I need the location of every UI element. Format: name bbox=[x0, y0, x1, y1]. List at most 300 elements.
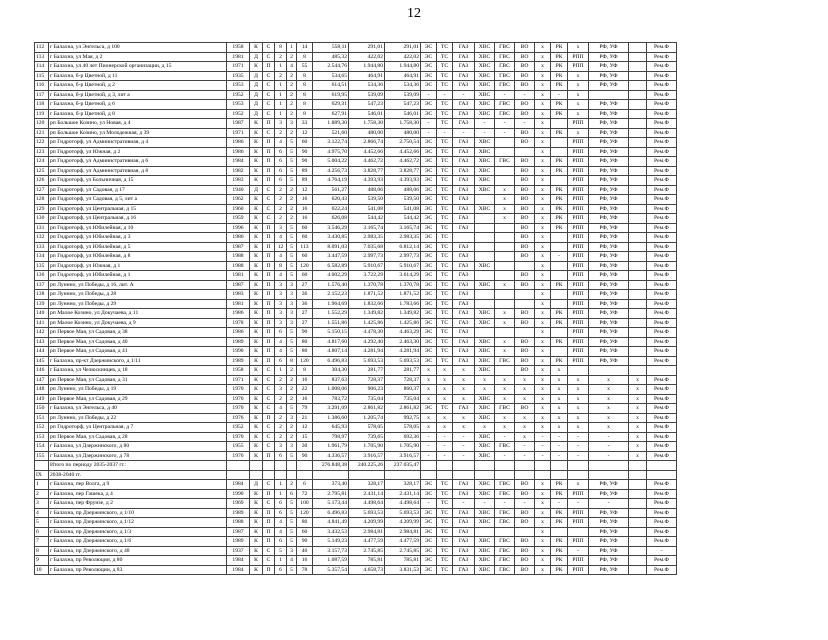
table-cell: К bbox=[250, 157, 263, 167]
table-cell: 626,08 bbox=[313, 214, 349, 224]
table-cell: ТС bbox=[437, 499, 453, 509]
table-cell: ГАЗ bbox=[453, 271, 475, 281]
table-cell: ГВС bbox=[495, 404, 515, 414]
table-cell: - bbox=[495, 128, 515, 138]
table-cell: 127 bbox=[35, 185, 49, 195]
table-cell: 2 bbox=[275, 375, 287, 385]
table-cell: рп Большое Козино, ул Новая, д 4 bbox=[49, 119, 227, 129]
table-cell: х bbox=[495, 347, 515, 357]
table-cell: ВО bbox=[515, 157, 535, 167]
table-cell bbox=[495, 176, 515, 186]
table-cell: Рем.Ф bbox=[647, 337, 677, 347]
table-cell: ГАЗ bbox=[453, 480, 475, 490]
table-cell: 120 bbox=[297, 508, 313, 518]
table-cell: К bbox=[250, 356, 263, 366]
table-cell: х bbox=[535, 90, 551, 100]
table-cell: х bbox=[535, 195, 551, 205]
table-cell: П bbox=[263, 138, 275, 148]
table-cell: ТС bbox=[437, 138, 453, 148]
table-cell: 8 bbox=[297, 81, 313, 91]
table-cell: 1983 bbox=[227, 290, 250, 300]
table-cell: ЭС bbox=[421, 518, 437, 528]
table-cell: К bbox=[250, 404, 263, 414]
table-cell: х bbox=[589, 413, 629, 423]
table-cell: 4.292,40 bbox=[349, 337, 385, 347]
table-cell: 1952 bbox=[227, 423, 250, 433]
table-cell: 145 bbox=[35, 356, 49, 366]
table-cell bbox=[629, 299, 647, 309]
table-cell: ХВС bbox=[475, 366, 495, 376]
table-cell: х bbox=[475, 375, 495, 385]
table-cell: - bbox=[453, 442, 475, 452]
table-cell: РК bbox=[551, 128, 568, 138]
table-cell bbox=[495, 233, 515, 243]
table-cell: 141 bbox=[35, 318, 49, 328]
table-cell: х bbox=[475, 385, 495, 395]
table-cell: П bbox=[263, 337, 275, 347]
table-cell: 115 bbox=[35, 71, 49, 81]
table-cell bbox=[535, 461, 551, 471]
table-row bbox=[35, 147, 677, 157]
table-cell: РК bbox=[551, 43, 568, 53]
table-cell: РПП bbox=[568, 62, 589, 72]
table-cell: 7.035,68 bbox=[349, 242, 385, 252]
table-cell: РПП bbox=[568, 166, 589, 176]
table-cell: ГАЗ bbox=[453, 508, 475, 518]
table-cell: РПП bbox=[568, 508, 589, 518]
table-cell bbox=[475, 299, 495, 309]
table-cell: К bbox=[250, 138, 263, 148]
table-cell: 237.035,47 bbox=[385, 461, 421, 471]
table-cell: ЭС bbox=[421, 62, 437, 72]
table-cell: 143 bbox=[35, 337, 49, 347]
table-cell bbox=[475, 223, 495, 233]
table-cell: 3.546,29 bbox=[313, 223, 349, 233]
table-cell: ХВС bbox=[475, 147, 495, 157]
table-cell: - bbox=[589, 499, 629, 509]
table-cell bbox=[629, 328, 647, 338]
table-cell: ЭС bbox=[421, 489, 437, 499]
table-cell: х bbox=[535, 242, 551, 252]
table-cell: х bbox=[495, 413, 515, 423]
table-cell: ЭС bbox=[421, 166, 437, 176]
table-cell: 1 bbox=[275, 109, 287, 119]
table-cell: х bbox=[535, 214, 551, 224]
table-cell: х bbox=[495, 385, 515, 395]
table-cell: К bbox=[250, 176, 263, 186]
table-cell bbox=[437, 470, 453, 480]
table-cell: 5 bbox=[287, 347, 297, 357]
table-cell: 5 bbox=[287, 328, 297, 338]
table-cell: ГАЗ bbox=[453, 261, 475, 271]
table-cell: П bbox=[263, 157, 275, 167]
table-cell: 2.745,85 bbox=[349, 546, 385, 556]
table-cell: х bbox=[437, 423, 453, 433]
table-cell bbox=[647, 470, 677, 480]
table-cell: 240.225,26 bbox=[349, 461, 385, 471]
table-cell: 2 bbox=[275, 128, 287, 138]
table-cell: 4.658,73 bbox=[349, 565, 385, 575]
table-cell: ТС bbox=[437, 242, 453, 252]
table-cell: ГВС bbox=[495, 71, 515, 81]
table-cell: 1952 bbox=[227, 109, 250, 119]
table-cell: 1 bbox=[275, 100, 287, 110]
table-cell: РФ, УФ bbox=[589, 318, 629, 328]
table-cell: ГАЗ bbox=[453, 537, 475, 547]
table-cell bbox=[475, 242, 495, 252]
table-cell: 1984 bbox=[227, 480, 250, 490]
table-row bbox=[35, 318, 677, 328]
table-cell: 485,32 bbox=[313, 52, 349, 62]
table-cell: Рем.Ф bbox=[647, 404, 677, 414]
table-cell: х bbox=[535, 375, 551, 385]
table-cell: 4 bbox=[275, 347, 287, 357]
table-cell: ГВС bbox=[495, 480, 515, 490]
table-cell: 4 bbox=[275, 518, 287, 528]
table-cell: 3.916,57 bbox=[385, 451, 421, 461]
table-cell bbox=[515, 470, 535, 480]
table-cell: 4.807,14 bbox=[313, 347, 349, 357]
table-cell: х bbox=[535, 328, 551, 338]
table-cell: 3 bbox=[275, 119, 287, 129]
table-cell: ХВС bbox=[475, 337, 495, 347]
table-cell: х bbox=[535, 100, 551, 110]
table-cell: ВО bbox=[515, 537, 535, 547]
table-cell: ЭС bbox=[421, 157, 437, 167]
table-cell bbox=[629, 489, 647, 499]
table-cell: х bbox=[568, 43, 589, 53]
table-cell: г Балахна, пр Дзержинского, д 1/12 bbox=[49, 518, 227, 528]
table-cell: 798,97 bbox=[313, 432, 349, 442]
table-cell: 120 bbox=[297, 261, 313, 271]
table-cell: 1988 bbox=[227, 252, 250, 262]
table-cell bbox=[647, 366, 677, 376]
table-cell bbox=[437, 461, 453, 471]
table-cell: 136 bbox=[35, 271, 49, 281]
table-cell: РФ, УФ bbox=[589, 480, 629, 490]
table-cell: РПП bbox=[568, 489, 589, 499]
table-cell: РФ, УФ bbox=[589, 356, 629, 366]
table-cell: 5.693,53 bbox=[349, 508, 385, 518]
table-cell: х bbox=[495, 394, 515, 404]
table-cell bbox=[515, 461, 535, 471]
table-cell: х bbox=[535, 556, 551, 566]
table-cell bbox=[629, 223, 647, 233]
table-cell: 90 bbox=[297, 328, 313, 338]
table-cell: 6 bbox=[35, 527, 49, 537]
table-cell: 1976 bbox=[227, 413, 250, 423]
table-cell: 547,23 bbox=[385, 100, 421, 110]
table-cell bbox=[250, 470, 263, 480]
table-cell: 12 bbox=[297, 423, 313, 433]
table-cell: ГАЗ bbox=[453, 280, 475, 290]
table-cell: 2 bbox=[275, 195, 287, 205]
table-cell: 4.256,73 bbox=[313, 166, 349, 176]
table-cell: 4 bbox=[287, 556, 297, 566]
table-cell: 3 bbox=[275, 385, 287, 395]
table-cell: Рем.Ф bbox=[647, 413, 677, 423]
table-cell bbox=[495, 328, 515, 338]
table-cell: 144 bbox=[35, 347, 49, 357]
table-cell: Рем.Ф bbox=[647, 147, 677, 157]
table-cell: х bbox=[629, 385, 647, 395]
table-cell: С bbox=[263, 423, 275, 433]
table-cell: х bbox=[515, 423, 535, 433]
table-cell: ТС bbox=[437, 223, 453, 233]
table-row bbox=[35, 508, 677, 518]
table-cell bbox=[629, 71, 647, 81]
table-cell bbox=[551, 119, 568, 129]
table-cell: РФ, УФ bbox=[589, 119, 629, 129]
table-cell: Рем.Ф bbox=[647, 43, 677, 53]
table-cell: 4 bbox=[35, 508, 49, 518]
table-cell: П bbox=[263, 119, 275, 129]
table-cell: 5 bbox=[287, 271, 297, 281]
table-cell: ВО bbox=[515, 337, 535, 347]
table-cell: 1996 bbox=[227, 223, 250, 233]
table-cell: - bbox=[568, 442, 589, 452]
table-cell: 8.091,03 bbox=[313, 242, 349, 252]
table-cell: Рем.Ф bbox=[647, 537, 677, 547]
table-cell: х bbox=[535, 423, 551, 433]
table-cell: ТС bbox=[437, 271, 453, 281]
table-cell: 1.205,74 bbox=[349, 413, 385, 423]
table-cell: 4 bbox=[275, 233, 287, 243]
table-cell: 620,43 bbox=[313, 195, 349, 205]
table-cell: РПП bbox=[568, 176, 589, 186]
table-cell: П bbox=[263, 328, 275, 338]
table-cell: РК bbox=[551, 337, 568, 347]
table-cell: ВО bbox=[515, 318, 535, 328]
table-cell: ТС bbox=[437, 508, 453, 518]
table-cell: - bbox=[475, 128, 495, 138]
table-cell: П bbox=[263, 318, 275, 328]
table-cell bbox=[515, 299, 535, 309]
table-cell: ЭС bbox=[421, 280, 437, 290]
table-cell: 783,72 bbox=[313, 394, 349, 404]
table-cell: 1.961,79 bbox=[313, 442, 349, 452]
table-cell: 139 bbox=[35, 299, 49, 309]
table-cell: 1987 bbox=[227, 527, 250, 537]
table-row bbox=[35, 470, 677, 480]
table-cell: К bbox=[250, 309, 263, 319]
table-cell: РК bbox=[551, 356, 568, 366]
table-cell: 5 bbox=[287, 565, 297, 575]
table-cell: ГАЗ bbox=[453, 223, 475, 233]
table-cell: ГАЗ bbox=[453, 100, 475, 110]
table-cell: 80 bbox=[297, 518, 313, 528]
table-cell: 60 bbox=[297, 223, 313, 233]
table-cell: 5 bbox=[287, 527, 297, 537]
table-cell: 5.150,15 bbox=[313, 328, 349, 338]
table-cell: 2 bbox=[275, 204, 287, 214]
table-cell: 5 bbox=[287, 451, 297, 461]
table-cell: рп Гидроторф, ул Центральная, д 15 bbox=[49, 204, 227, 214]
table-cell: К bbox=[250, 242, 263, 252]
table-cell: 3 bbox=[287, 299, 297, 309]
table-cell: ХВС bbox=[475, 556, 495, 566]
table-cell: 1.758,30 bbox=[385, 119, 421, 129]
table-cell: 22 bbox=[297, 385, 313, 395]
table-cell: РПП bbox=[568, 157, 589, 167]
table-cell: х bbox=[568, 404, 589, 414]
table-row bbox=[35, 100, 677, 110]
table-cell: ВО bbox=[515, 366, 535, 376]
table-cell: - bbox=[453, 499, 475, 509]
table-cell: 27 bbox=[297, 309, 313, 319]
table-cell: К bbox=[250, 128, 263, 138]
table-cell: х bbox=[568, 71, 589, 81]
table-cell: 33 bbox=[297, 119, 313, 129]
table-cell: П bbox=[263, 261, 275, 271]
table-cell: х bbox=[515, 375, 535, 385]
table-cell: ТС bbox=[437, 109, 453, 119]
table-cell: ГАЗ bbox=[453, 356, 475, 366]
table-cell: 4.209,99 bbox=[349, 518, 385, 528]
table-cell: К bbox=[250, 366, 263, 376]
table-cell: 2 bbox=[275, 394, 287, 404]
table-cell: 4.975,70 bbox=[313, 147, 349, 157]
table-cell bbox=[495, 299, 515, 309]
table-cell: ГАЗ bbox=[453, 489, 475, 499]
table-cell: Рем.Ф bbox=[647, 223, 677, 233]
table-cell: х bbox=[535, 81, 551, 91]
table-cell: 1970 bbox=[227, 432, 250, 442]
table-cell: Рем.Ф bbox=[647, 166, 677, 176]
table-cell: 1.349,82 bbox=[349, 309, 385, 319]
table-cell: ТС bbox=[437, 71, 453, 81]
table-cell: ВО bbox=[515, 223, 535, 233]
table-cell: - bbox=[421, 432, 437, 442]
table-cell: К bbox=[250, 299, 263, 309]
table-cell: ТС bbox=[437, 546, 453, 556]
table-cell: - bbox=[437, 90, 453, 100]
table-cell: Д bbox=[250, 90, 263, 100]
table-row bbox=[35, 81, 677, 91]
table-cell: 129 bbox=[35, 204, 49, 214]
table-cell: ЭС bbox=[421, 252, 437, 262]
table-row bbox=[35, 157, 677, 167]
table-cell: 464,91 bbox=[385, 71, 421, 81]
table-row bbox=[35, 271, 677, 281]
table-cell: 4.281,94 bbox=[385, 347, 421, 357]
table-cell: г Балахна, б-р Цветной, д 2 bbox=[49, 81, 227, 91]
table-cell: 3.831,53 bbox=[385, 565, 421, 575]
table-cell: 5.357,54 bbox=[313, 565, 349, 575]
table-cell bbox=[297, 470, 313, 480]
table-cell: ВО bbox=[515, 204, 535, 214]
table-cell bbox=[263, 461, 275, 471]
table-cell: х bbox=[535, 157, 551, 167]
table-cell: х bbox=[495, 309, 515, 319]
table-cell: ВО bbox=[515, 128, 535, 138]
table-cell: РПП bbox=[568, 537, 589, 547]
table-cell bbox=[250, 461, 263, 471]
table-cell bbox=[551, 147, 568, 157]
table-cell: х bbox=[437, 394, 453, 404]
table-cell: Рем.Ф bbox=[647, 81, 677, 91]
table-cell: Рем.Ф bbox=[647, 109, 677, 119]
table-cell: 90 bbox=[297, 537, 313, 547]
table-cell: 2 bbox=[287, 185, 297, 195]
table-cell: П bbox=[263, 233, 275, 243]
table-cell: 1970 bbox=[227, 385, 250, 395]
table-cell: ЭС bbox=[421, 233, 437, 243]
table-cell: К bbox=[250, 119, 263, 129]
table-row bbox=[35, 119, 677, 129]
table-cell bbox=[629, 470, 647, 480]
table-cell: 1.832,66 bbox=[349, 299, 385, 309]
table-cell bbox=[551, 242, 568, 252]
table-cell: Рем.Ф bbox=[647, 100, 677, 110]
table-cell: ГАЗ bbox=[453, 347, 475, 357]
table-cell: х bbox=[535, 43, 551, 53]
table-cell: х bbox=[495, 185, 515, 195]
table-cell: 5.173,44 bbox=[313, 499, 349, 509]
table-cell: 1 bbox=[275, 480, 287, 490]
table-cell: Рем.Ф bbox=[647, 508, 677, 518]
table-row bbox=[35, 43, 677, 53]
table-cell: РПП bbox=[568, 214, 589, 224]
table-cell: 561,27 bbox=[313, 185, 349, 195]
table-cell: х bbox=[515, 432, 535, 442]
table-cell: г Балахна, б-р Цветной, д 3, лит а bbox=[49, 90, 227, 100]
table-cell: 27 bbox=[297, 318, 313, 328]
table-cell: 5.693,53 bbox=[385, 508, 421, 518]
table-cell: 8 bbox=[297, 100, 313, 110]
table-cell: 154 bbox=[35, 442, 49, 452]
table-cell: 4 bbox=[275, 138, 287, 148]
table-cell: ГАЗ bbox=[453, 52, 475, 62]
table-cell: 10 bbox=[35, 565, 49, 575]
table-cell: П bbox=[263, 537, 275, 547]
table-row bbox=[35, 499, 677, 509]
table-cell: х bbox=[535, 271, 551, 281]
table-cell: 328,17 bbox=[349, 480, 385, 490]
table-cell: х bbox=[535, 223, 551, 233]
table-cell: ТС bbox=[437, 195, 453, 205]
table-cell bbox=[495, 527, 515, 537]
table-cell: ХВС bbox=[475, 546, 495, 556]
table-cell: ТС bbox=[437, 176, 453, 186]
table-cell: ЭС bbox=[421, 337, 437, 347]
table-cell: РФ, УФ bbox=[589, 43, 629, 53]
table-cell: х bbox=[535, 261, 551, 271]
table-cell: П bbox=[263, 565, 275, 575]
table-cell: ГАЗ bbox=[453, 252, 475, 262]
table-cell: ГАЗ bbox=[453, 556, 475, 566]
table-cell: ВО bbox=[515, 81, 535, 91]
table-cell bbox=[589, 90, 629, 100]
table-cell: 3.165,74 bbox=[385, 223, 421, 233]
table-cell: 90 bbox=[297, 157, 313, 167]
table-cell bbox=[495, 138, 515, 148]
table-cell: 1940 bbox=[227, 185, 250, 195]
table-cell: 1989 bbox=[227, 356, 250, 366]
table-cell bbox=[629, 252, 647, 262]
table-cell: 4 bbox=[275, 252, 287, 262]
table-cell: ЭС bbox=[421, 138, 437, 148]
table-cell: 6 bbox=[275, 537, 287, 547]
table-cell: ВО bbox=[515, 242, 535, 252]
table-cell: ХВС bbox=[475, 347, 495, 357]
table-cell: 546,01 bbox=[349, 109, 385, 119]
table-cell: 1.944,80 bbox=[349, 62, 385, 72]
table-cell: х bbox=[568, 90, 589, 100]
table-cell: ЭС bbox=[421, 356, 437, 366]
table-row bbox=[35, 166, 677, 176]
table-cell: - bbox=[535, 451, 551, 461]
